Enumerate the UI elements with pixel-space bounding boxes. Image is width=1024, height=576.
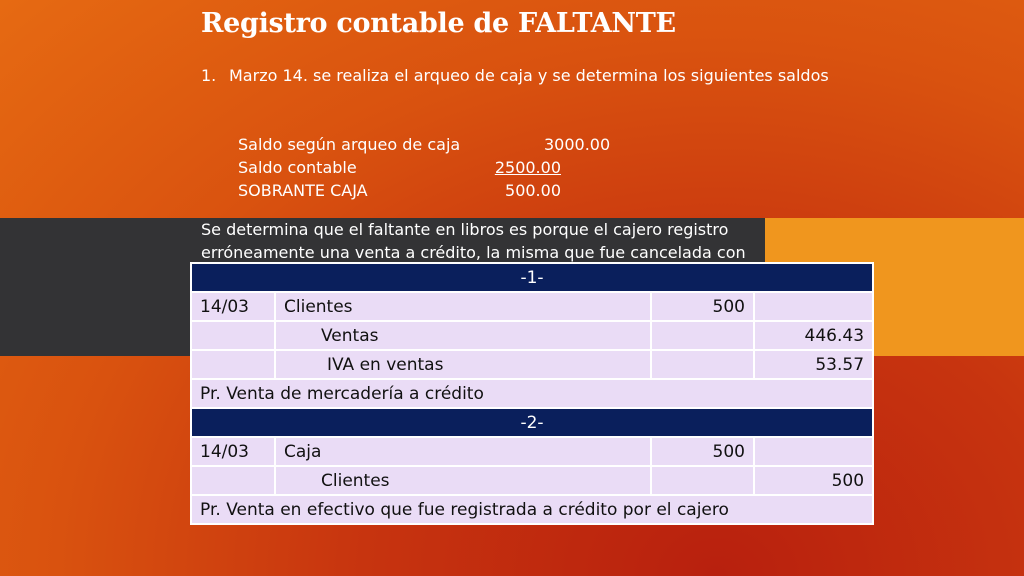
journal-table — [190, 262, 874, 525]
credit-cell: 500 — [754, 466, 873, 495]
saldo-row — [238, 156, 638, 179]
entry-header: -2- — [191, 408, 873, 437]
saldo-value: 2500.00 — [494, 158, 561, 177]
saldo-label: SOBRANTE CAJA — [238, 181, 368, 200]
credit-cell: 53.57 — [754, 350, 873, 379]
saldo-row — [238, 133, 638, 156]
list-item-text: Marzo 14. se realiza el arqueo de caja y se determina los siguientes saldos — [229, 66, 829, 85]
entry-description: Pr. Venta de mercadería a crédito — [191, 379, 873, 408]
table-row — [191, 292, 873, 321]
debit-cell — [651, 350, 754, 379]
saldos-block — [238, 133, 638, 202]
table-row — [191, 379, 873, 408]
credit-cell: 446.43 — [754, 321, 873, 350]
table-row — [191, 495, 873, 524]
date-cell — [191, 321, 275, 350]
debit-cell: 500 — [651, 437, 754, 466]
saldo-label: Saldo según arqueo de caja — [238, 135, 461, 154]
debit-cell — [651, 321, 754, 350]
entry-header-row — [191, 408, 873, 437]
entry-description: Pr. Venta en efectivo que fue registrada a crédito por el cajero — [191, 495, 873, 524]
table-row — [191, 466, 873, 495]
account-cell: Clientes — [275, 466, 651, 495]
account-cell: Ventas — [275, 321, 651, 350]
date-cell — [191, 350, 275, 379]
table-row — [191, 321, 873, 350]
date-cell: 14/03 — [191, 292, 275, 321]
slide-title: Registro contable de FALTANTE — [201, 8, 676, 39]
account-cell: Clientes — [275, 292, 651, 321]
table-row — [191, 437, 873, 466]
credit-cell — [754, 437, 873, 466]
saldo-label: Saldo contable — [238, 158, 357, 177]
entry-header: -1- — [191, 263, 873, 292]
saldo-value: 500.00 — [505, 181, 561, 200]
date-cell: 14/03 — [191, 437, 275, 466]
list-item-number: 1. — [201, 66, 217, 85]
credit-cell — [754, 292, 873, 321]
date-cell — [191, 466, 275, 495]
debit-cell — [651, 466, 754, 495]
entry-header-row — [191, 263, 873, 292]
account-cell: Caja — [275, 437, 651, 466]
table-row — [191, 350, 873, 379]
saldo-value: 3000.00 — [544, 135, 611, 154]
note-text: Se determina que el faltante en libros es porque el cajero registro erróneamente una venta a crédito, la misma que fue cancelada con — [201, 220, 746, 262]
account-cell: IVA en ventas — [275, 350, 651, 379]
debit-cell: 500 — [651, 292, 754, 321]
saldo-row — [238, 179, 638, 202]
